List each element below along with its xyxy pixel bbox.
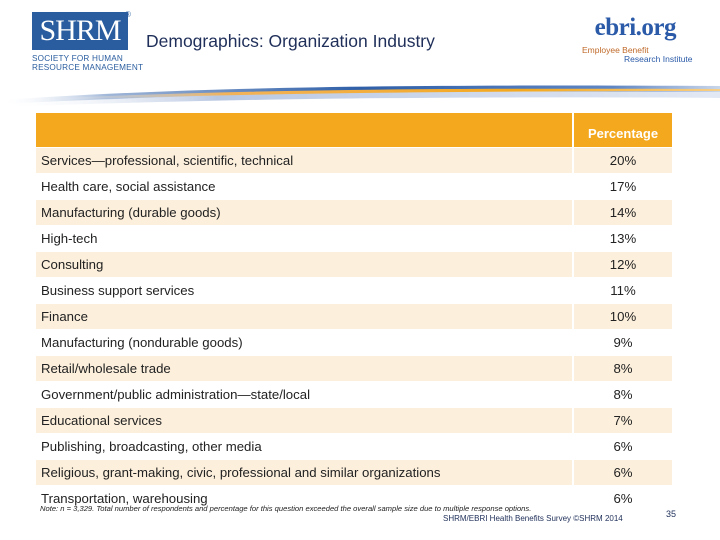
table-row <box>36 173 672 199</box>
table-row <box>36 303 672 329</box>
table-row <box>36 147 672 173</box>
percentage-cell: 9% <box>572 329 672 355</box>
percentage-cell: 10% <box>572 303 672 329</box>
table-header-blank <box>36 113 572 147</box>
industry-cell: Consulting <box>36 251 572 277</box>
industry-cell: Manufacturing (nondurable goods) <box>36 329 572 355</box>
page-number: 35 <box>666 509 677 519</box>
decorative-swoosh <box>0 80 720 108</box>
page-title: Demographics: Organization Industry <box>146 31 435 51</box>
industry-table <box>36 113 672 511</box>
percentage-cell: 7% <box>572 407 672 433</box>
industry-cell: Services—professional, scientific, technical <box>36 147 572 173</box>
percentage-cell: 11% <box>572 277 672 303</box>
percentage-cell: 6% <box>572 433 672 459</box>
registered-mark: ® <box>125 10 131 19</box>
table-row <box>36 381 672 407</box>
column-header-percentage: Percentage <box>572 113 672 147</box>
ebri-logo-mark: ebri.org <box>594 14 676 41</box>
percentage-cell: 17% <box>572 173 672 199</box>
industry-cell: Government/public administration—state/local <box>36 381 572 407</box>
ebri-logo-line1: Employee Benefit <box>582 45 649 55</box>
shrm-logo <box>32 10 144 74</box>
industry-cell: Transportation, warehousing <box>36 485 572 511</box>
shrm-logo-line1: SOCIETY FOR HUMAN <box>32 54 124 63</box>
shrm-logo-mark: SHRM <box>32 12 128 50</box>
percentage-cell: 20% <box>572 147 672 173</box>
industry-cell: Retail/wholesale trade <box>36 355 572 381</box>
table-row <box>36 355 672 381</box>
industry-cell: Business support services <box>36 277 572 303</box>
percentage-cell: 14% <box>572 199 672 225</box>
ebri-logo <box>578 14 706 68</box>
industry-cell: Publishing, broadcasting, other media <box>36 433 572 459</box>
percentage-cell: 8% <box>572 355 672 381</box>
percentage-cell: 12% <box>572 251 672 277</box>
industry-cell: Religious, grant-making, civic, professional and similar organizations <box>36 459 572 485</box>
table-row <box>36 225 672 251</box>
percentage-cell: 6% <box>572 485 672 511</box>
industry-cell: Health care, social assistance <box>36 173 572 199</box>
table-row <box>36 459 672 485</box>
percentage-cell: 8% <box>572 381 672 407</box>
table-row <box>36 433 672 459</box>
industry-cell: Educational services <box>36 407 572 433</box>
industry-cell: Manufacturing (durable goods) <box>36 199 572 225</box>
table-row <box>36 199 672 225</box>
table-row <box>36 407 672 433</box>
table-row <box>36 329 672 355</box>
footnote: Note: n = 3,329. Total number of respondents and percentage for this question exceeded the overall sample size due to multiple response options. <box>40 504 532 513</box>
shrm-logo-line2: RESOURCE MANAGEMENT <box>32 63 144 72</box>
table-row <box>36 277 672 303</box>
source-citation: SHRM/EBRI Health Benefits Survey ©SHRM 2014 <box>443 514 623 523</box>
percentage-cell: 13% <box>572 225 672 251</box>
ebri-logo-line2: Research Institute <box>624 54 693 64</box>
industry-cell: High-tech <box>36 225 572 251</box>
industry-cell: Finance <box>36 303 572 329</box>
table-header-row <box>36 113 672 147</box>
percentage-cell: 6% <box>572 459 672 485</box>
table-row <box>36 251 672 277</box>
